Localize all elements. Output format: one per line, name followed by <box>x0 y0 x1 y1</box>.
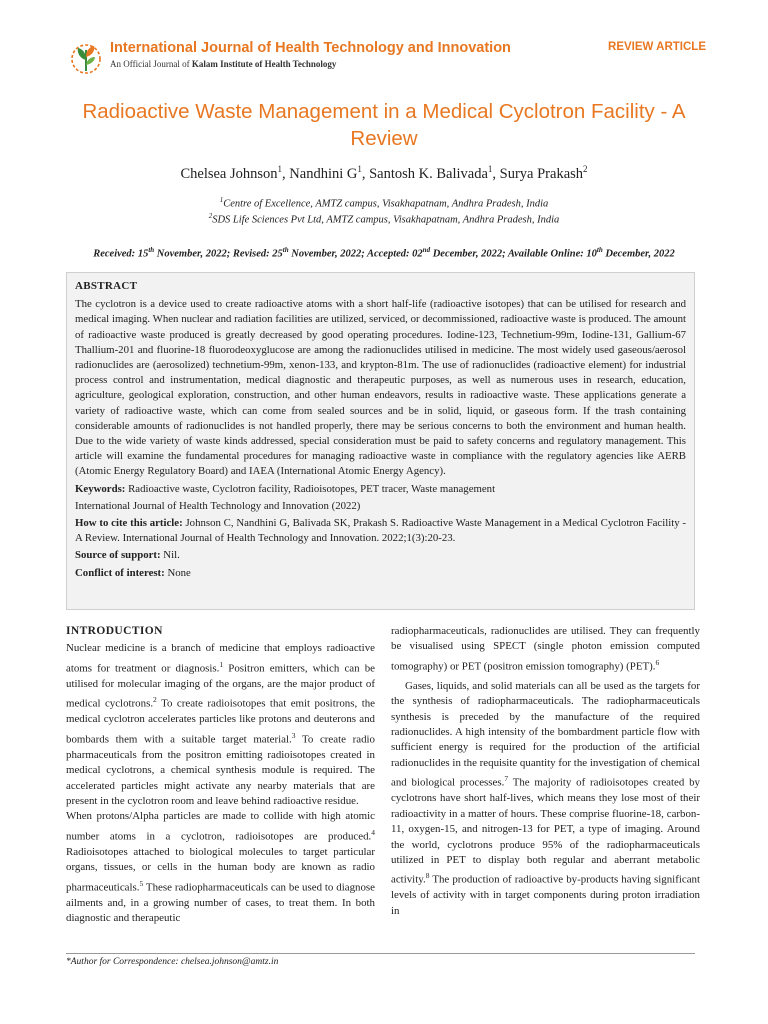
body-paragraph: radiopharmaceuticals, radionuclides are utilised. They can frequently be visualised using SPECT (single photon emission computed tomography) or PET (positron emission tomography) (PET).$^6$ <box>391 625 700 673</box>
journal-subtitle: An Official Journal of Kalam Institute of Health Technology <box>110 59 337 69</box>
body-column-left <box>66 624 375 926</box>
author-list: Chelsea Johnson$^1$, Nandhini $G^1$, Santosh K. Balivada$^1$, Surya Prakash$^2$ <box>180 164 588 182</box>
section-heading-introduction: INTRODUCTION <box>66 625 163 637</box>
footer-divider <box>66 953 695 954</box>
abstract-heading: ABSTRACT <box>75 280 138 292</box>
author-name: Santosh K. Balivada <box>369 165 488 182</box>
article-dates: Received: 15th November, 2022; Revised: 25th November, 2022; Accepted: 02nd December, 2022; Available Online: 10th December, 2022 <box>93 246 675 260</box>
body-column-right <box>391 624 700 919</box>
citation: How to cite this article: Johnson C, Nandhini G, Balivada SK, Prakash S. Radioactive Waste Management in a Medical Cyclotron Facility - A Review. International Journal of Health Technology and Innovation. 2022;1(3):20-23. <box>75 517 686 545</box>
body-paragraph: Gases, liquids, and solid materials can all be used as the targets for the synthesis of radiopharmaceuticals. The radiopharmaceuticals synthesis is preceded by the manufacture of the required radionuclides. A high intensity of the bombardment particle flow with sufficient energy is required for the production of the artificial radionuclides in the requisite quantity for the investigation of chemical and biological processes.$^7$ The majority of radioisotopes created by cyclotrons have short half-lives, which means they lose most of their radioactivity in a matter of hours. These comprise fluorine-18, carbon-11, oxygen-15, and nitrogen-13 for PET, a type of imaging. Around the world, cyclotrons produce 95% of the radiopharmaceuticals utilized in PET to display both regular and aberrant metabolic activity.$^8$ The production of radioactive by-products having significant levels of activity with in target components during proton irradiation in <box>391 679 700 917</box>
source-of-support: Source of support: Nil. <box>75 549 180 562</box>
article-type-label: REVIEW ARTICLE <box>608 41 706 53</box>
affiliation: $^2$SDS Life Sciences Pvt Ltd, AMTZ campus, Visakhapatnam, Andhra Pradesh, India <box>208 212 560 226</box>
abstract-body: The cyclotron is a device used to create radioactive atoms with a short half-life (radioactive isotopes) that can be utilised for research and medical imaging. When nuclear and radiation facilities are utilized, serviced, or decommissioned, radioactive waste is produced. The amount of radioactive waste produced is greatly decreased by good operating procedures. Iodine-123, Technetium-99m, Iodine-131, Gallium-67 Thallium-201 and fluorine-18 fluorodeoxyglucose are among the radionuclides utilised in medicine. The most widely used gaseous/aerosol radionuclides are (aerosolized) technetium-99m, xenon-133, and krypton-81m. The use of radionuclides (radioactive element) for industrial process control and instrumentation, medical diagnostic and therapeutic purposes, as well as numerous uses in research, education, agriculture, geological exploration, construction, and other human endeavors, results in radioactive waste. These applications generate a variety of radioactive waste, which can come from sealed sources and be in solid, liquid, or gaseous form. If the trash containing considerable amounts of radionuclides is not handled properly, there may be serious concerns to both the environment and human health. Due to the wide variety of waste kinds addressed, special consideration must be paid to safety concerns and regulatory management. This article will examine the fundamental procedures for managing radioactive waste in compliance with the regulatory agencies like AERB (Atomic Energy Regulatory Board) and IAEA (International Atomic Energy Agency). <box>75 298 686 478</box>
author-name: Surya Prakash <box>499 165 584 182</box>
kiht-leaf-logo-icon <box>66 38 106 78</box>
body-paragraph: When protons/Alpha particles are made to collide with high atomic number atoms in a cyclotron, radioisotopes are produced.$^4$ Radioisotopes attached to biological molecules to target particular organs, tissues, or cells in the human body are known as radio pharmaceuticals.$^5$ These radiopharmaceuticals can be used to diagnose ailments and, in a growing number of cases, to treat them. In both diagnostic and therapeutic <box>66 810 375 925</box>
keywords: Keywords: Radioactive waste, Cyclotron facility, Radioisotopes, PET tracer, Waste management <box>75 482 496 495</box>
publisher-name: Kalam Institute of Health Technology <box>191 59 337 69</box>
author-name: Chelsea Johnson <box>180 165 278 182</box>
article-title: Radioactive Waste Management in a Medical Cyclotron Facility - A Review <box>82 100 686 150</box>
journal-name: International Journal of Health Technology and Innovation <box>110 40 511 56</box>
conflict-of-interest: Conflict of interest: None <box>75 566 191 579</box>
copyright-line: International Journal of Health Technology and Innovation (2022) <box>75 499 361 512</box>
affiliation: $^1$Centre of Excellence, AMTZ campus, Visakhapatnam, Andhra Pradesh, India <box>219 196 549 210</box>
correspondence-note: *Author for Correspondence: chelsea.johnson@amtz.in <box>66 957 279 967</box>
author-name: Nandhini G <box>289 165 358 182</box>
body-paragraph: Nuclear medicine is a branch of medicine that employs radioactive atoms for treatment or diagnosis.$^1$ Positron emitters, which can be utilised for molecular imaging of the organs, are the major product of medical cyclotrons.$^2$ To create radioisotopes that emit positrons, the medical cyclotron accelerates particles like protons and deuterons and bombards them with a suitable target material.$^3$ To create radio pharmaceuticals from the positron emitting radioisotopes created in medical cyclotrons, a chemical synthesis module is required. The accelerated particles might activate any nearby materials that are present in the cyclotron room and leave behind radioactive residue. <box>66 642 375 807</box>
journal-header <box>66 38 706 78</box>
abstract-box <box>66 272 695 610</box>
